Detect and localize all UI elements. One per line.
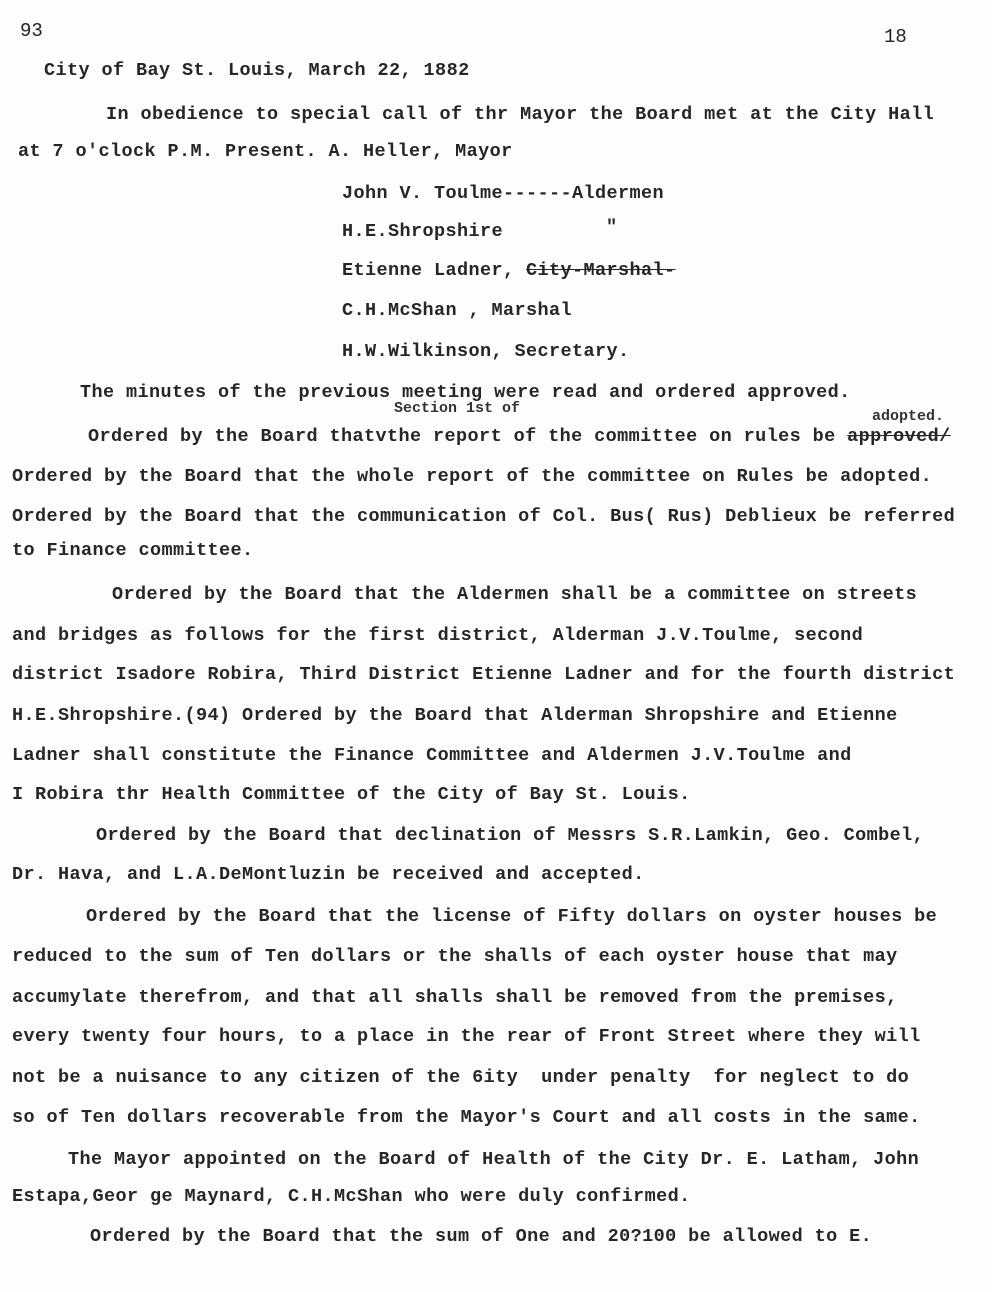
streets-line-5: Ladner shall constitute the Finance Committee and Aldermen J.V.Toulme and bbox=[12, 745, 852, 766]
page-number-left: 93 bbox=[20, 20, 43, 42]
health-board-line-1: The Mayor appointed on the Board of Health of the City Dr. E. Latham, John bbox=[68, 1149, 920, 1170]
declination-line-2: Dr. Hava, and L.A.DeMontluzin be received and accepted. bbox=[12, 864, 645, 885]
page-number-right: 18 bbox=[884, 26, 907, 48]
rules-line-4: to Finance committee. bbox=[12, 540, 254, 561]
oyster-line-5: not be a nuisance to any citizen of the 6ity under penalty for neglect to do bbox=[12, 1067, 910, 1088]
oyster-line-1: Ordered by the Board that the license of Fifty dollars on oyster houses be bbox=[86, 906, 938, 927]
streets-line-2: and bridges as follows for the first district, Alderman J.V.Toulme, second bbox=[12, 625, 864, 646]
insert-section-first: Section 1st of bbox=[394, 400, 521, 417]
rules-line-1 bbox=[88, 426, 951, 448]
attendee-toulme: John V. Toulme------Aldermen bbox=[342, 183, 665, 204]
streets-line-4: H.E.Shropshire.(94) Ordered by the Board that Alderman Shropshire and Etienne bbox=[12, 705, 898, 726]
attendee-ladner bbox=[342, 260, 676, 282]
opening-line-2: at 7 o'clock P.M. Present. A. Heller, Mayor bbox=[18, 141, 513, 162]
rules-line-1-text: Ordered by the Board thatvthe report of the committee on rules be bbox=[88, 426, 848, 447]
rules-line-3: Ordered by the Board that the communication of Col. Bus( Rus) Deblieux be referred bbox=[12, 506, 956, 527]
oyster-line-2: reduced to the sum of Ten dollars or the shalls of each oyster house that may bbox=[12, 946, 898, 967]
declination-line-1: Ordered by the Board that declination of Messrs S.R.Lamkin, Geo. Combel, bbox=[96, 825, 925, 846]
ladner-struck-title: City-Marshal- bbox=[526, 260, 676, 281]
place-date-heading: City of Bay St. Louis, March 22, 1882 bbox=[44, 60, 470, 81]
streets-line-1: Ordered by the Board that the Aldermen shall be a committee on streets bbox=[112, 584, 918, 605]
minutes-approved: The minutes of the previous meeting were read and ordered approved. bbox=[80, 382, 851, 403]
streets-line-3: district Isadore Robira, Third District Etienne Ladner and for the fourth district bbox=[12, 664, 956, 685]
ladner-name: Etienne Ladner, bbox=[342, 260, 527, 281]
streets-line-6: I Robira thr Health Committee of the City of Bay St. Louis. bbox=[12, 784, 691, 805]
opening-line-1: In obedience to special call of thr Mayor the Board met at the City Hall bbox=[106, 104, 935, 125]
insert-adopted: adopted. bbox=[872, 408, 945, 425]
rules-struck-word: approved/ bbox=[847, 426, 951, 447]
attendee-mcshan: C.H.McShan , Marshal bbox=[342, 300, 573, 321]
oyster-line-6: so of Ten dollars recoverable from the Mayor's Court and all costs in the same. bbox=[12, 1107, 921, 1128]
allowance-line-1: Ordered by the Board that the sum of One and 20?100 be allowed to E. bbox=[90, 1226, 873, 1247]
ditto-mark: " bbox=[606, 217, 618, 238]
oyster-line-3: accumylate therefrom, and that all shalls shall be removed from the premises, bbox=[12, 987, 898, 1008]
attendee-shropshire: H.E.Shropshire bbox=[342, 221, 504, 242]
attendee-wilkinson: H.W.Wilkinson, Secretary. bbox=[342, 341, 630, 362]
health-board-line-2: Estapa,Geor ge Maynard, C.H.McShan who were duly confirmed. bbox=[12, 1186, 691, 1207]
rules-line-2: Ordered by the Board that the whole report of the committee on Rules be adopted. bbox=[12, 466, 933, 487]
oyster-line-4: every twenty four hours, to a place in the rear of Front Street where they will bbox=[12, 1026, 921, 1047]
